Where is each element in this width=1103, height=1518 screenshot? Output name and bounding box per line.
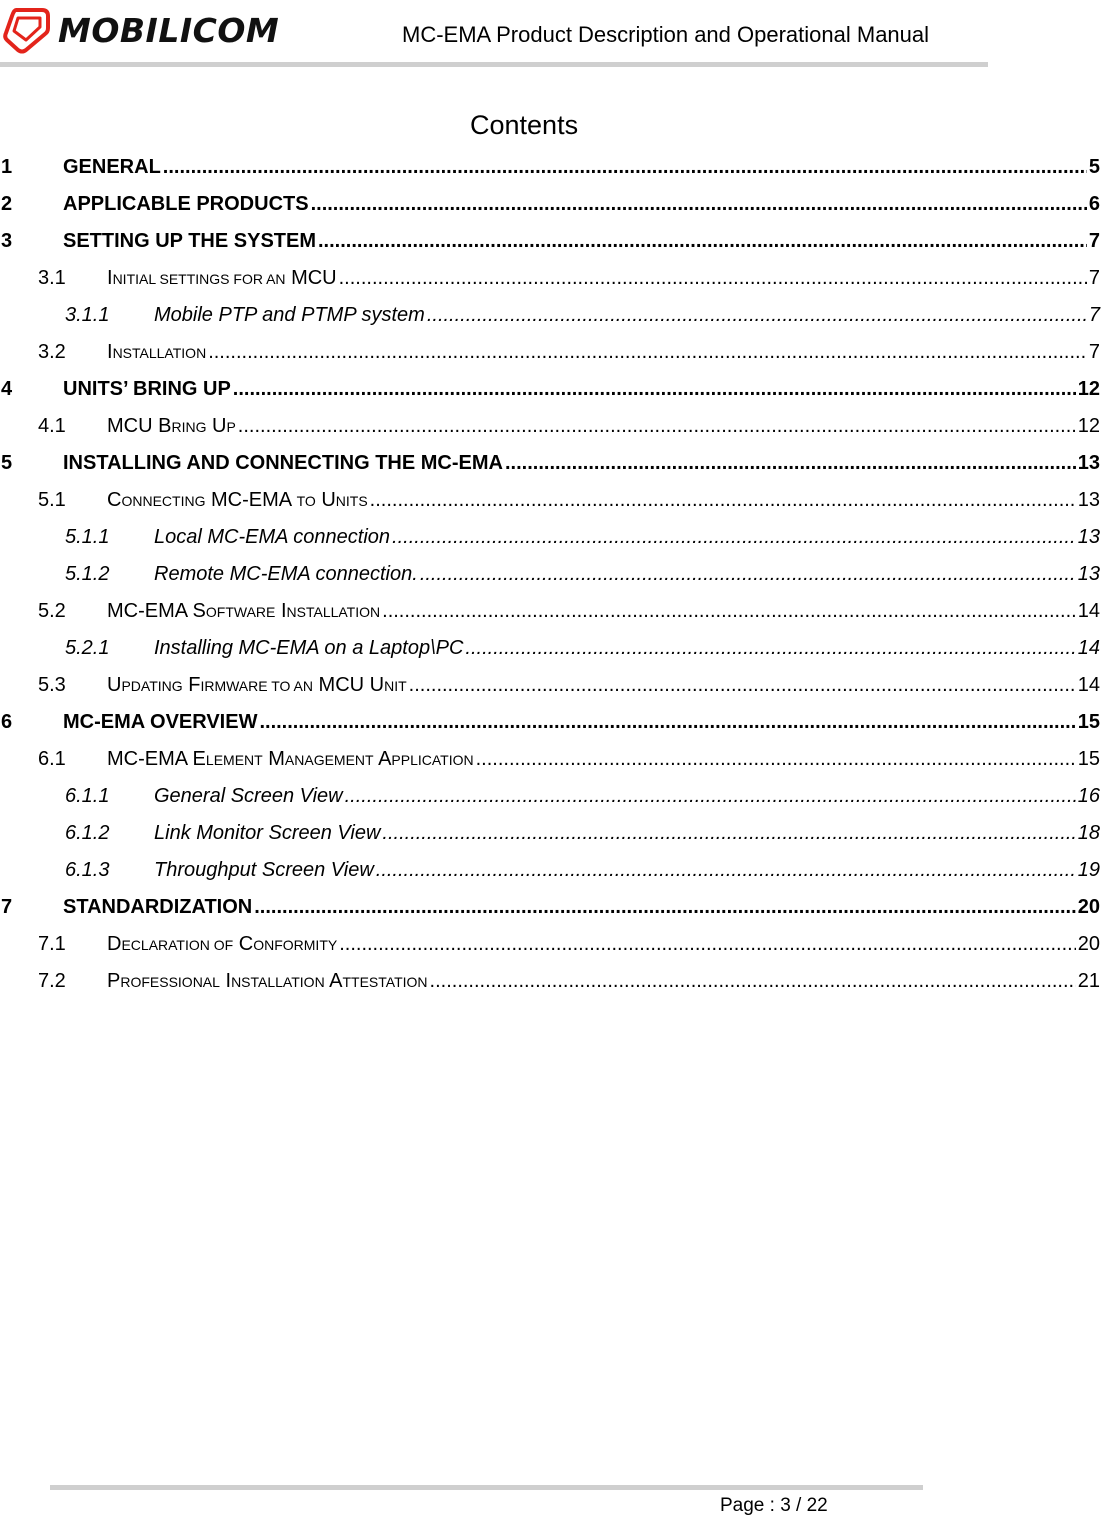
toc-entry-title bbox=[63, 156, 161, 179]
toc-entry[interactable] bbox=[0, 259, 1103, 296]
toc-entry[interactable] bbox=[0, 185, 1103, 222]
toc-entry-title-part: ANAGEMENT bbox=[284, 752, 374, 768]
toc-entry-title-part: Installing MC-EMA on a Laptop\PC bbox=[154, 637, 464, 659]
toc-entry-title-part: NSTALLATION bbox=[231, 974, 325, 990]
toc-entry-number: 6 bbox=[1, 711, 13, 733]
toc-entry-title-part: A bbox=[373, 748, 392, 770]
toc-entry-title-part: I bbox=[275, 600, 287, 622]
toc-entry-number: 5 bbox=[1, 452, 13, 474]
toc-entry-page: 7 bbox=[1088, 304, 1100, 326]
toc-entry-title-part: A bbox=[324, 970, 343, 992]
contents-heading: Contents bbox=[470, 110, 579, 140]
toc-entry-page: 5 bbox=[1088, 156, 1100, 178]
toc-entry-title bbox=[63, 230, 316, 253]
toc-entry-title-part: MC-EMA OVERVIEW bbox=[63, 711, 258, 733]
toc-entry-title-part: MCU bbox=[285, 267, 337, 289]
toc-entry-number: 5.2 bbox=[38, 600, 66, 622]
toc-entry[interactable] bbox=[0, 481, 1103, 518]
toc-entry-title-part: MCU B bbox=[107, 415, 172, 437]
toc-entry-title-part: C bbox=[107, 489, 122, 511]
toc-dot-leader bbox=[163, 156, 1087, 179]
toc-entry-title-part: PPLICATION bbox=[391, 752, 474, 768]
toc-entry-title-part: Remote MC-EMA connection. bbox=[154, 563, 418, 585]
toc-entry-number: 5.3 bbox=[38, 674, 66, 696]
toc-dot-leader bbox=[311, 193, 1087, 216]
brand-name: MOBILICOM bbox=[58, 10, 280, 50]
toc-entry-title bbox=[154, 822, 380, 845]
toc-entry[interactable] bbox=[0, 629, 1103, 666]
toc-entry-page: 7 bbox=[1088, 267, 1100, 289]
toc-entry-title-part: GENERAL bbox=[63, 156, 161, 178]
toc-entry-title bbox=[154, 859, 374, 882]
toc-entry-page: 13 bbox=[1077, 452, 1100, 474]
toc-entry-title-part: Mobile PTP and PTMP system bbox=[154, 304, 425, 326]
toc-dot-leader bbox=[259, 711, 1075, 734]
toc-dot-leader bbox=[430, 970, 1076, 993]
toc-entry-page: 13 bbox=[1077, 526, 1100, 548]
toc-entry-title bbox=[63, 896, 252, 919]
toc-entry-number: 3.2 bbox=[38, 341, 66, 363]
toc-entry-title-part: IRMWARE TO AN bbox=[200, 678, 313, 694]
toc-entry-page: 13 bbox=[1077, 489, 1100, 511]
toc-entry-title bbox=[154, 526, 390, 549]
toc-entry-title bbox=[107, 933, 337, 956]
toc-entry[interactable] bbox=[0, 444, 1103, 481]
mobilicom-logo bbox=[2, 4, 279, 56]
toc-entry-title-part: INSTALLING AND CONNECTING THE MC-EMA bbox=[63, 452, 503, 474]
toc-entry[interactable] bbox=[0, 592, 1103, 629]
toc-entry-title-part: F bbox=[182, 674, 201, 696]
toc-entry[interactable] bbox=[0, 851, 1103, 888]
toc-entry-title-part: M bbox=[262, 748, 285, 770]
toc-entry-title bbox=[154, 637, 463, 660]
header-divider bbox=[0, 62, 988, 67]
toc-entry-number: 4 bbox=[1, 378, 13, 400]
toc-entry-title bbox=[107, 267, 337, 290]
toc-entry-number: 7.2 bbox=[38, 970, 66, 992]
toc-entry[interactable] bbox=[0, 407, 1103, 444]
toc-entry-title bbox=[63, 193, 309, 216]
toc-entry-title-part: Throughput Screen View bbox=[154, 859, 374, 881]
toc-dot-leader bbox=[233, 378, 1076, 401]
toc-entry-title-part: I bbox=[107, 341, 113, 363]
toc-entry[interactable] bbox=[0, 888, 1103, 925]
toc-entry-page: 15 bbox=[1077, 711, 1100, 733]
toc-entry-title-part: UNITS’ BRING UP bbox=[63, 378, 231, 400]
toc-entry-title-part: MC-EMA E bbox=[107, 748, 206, 770]
toc-entry-title-part: ONNECTING bbox=[121, 493, 206, 509]
toc-dot-leader bbox=[382, 600, 1076, 623]
toc-entry-title bbox=[107, 415, 236, 438]
toc-dot-leader bbox=[254, 896, 1076, 919]
toc-dot-leader bbox=[476, 748, 1076, 771]
toc-entry-title-part: P bbox=[107, 970, 121, 992]
toc-entry-page: 14 bbox=[1077, 637, 1100, 659]
toc-entry-page: 13 bbox=[1077, 563, 1100, 585]
toc-dot-leader bbox=[208, 341, 1087, 364]
toc-entry[interactable] bbox=[0, 370, 1103, 407]
toc-entry-title-part: RING bbox=[171, 419, 207, 435]
toc-entry-number: 3.1 bbox=[38, 267, 66, 289]
toc-entry-number: 5.1 bbox=[38, 489, 66, 511]
toc-dot-leader bbox=[420, 563, 1076, 586]
toc-entry-title-part: U bbox=[315, 489, 336, 511]
toc-entry-page: 15 bbox=[1077, 748, 1100, 770]
toc-dot-leader bbox=[465, 637, 1075, 660]
toc-entry-number: 5.2.1 bbox=[65, 637, 110, 659]
toc-entry-number: 3.1.1 bbox=[65, 304, 110, 326]
toc-entry-title-part: SETTING UP THE SYSTEM bbox=[63, 230, 316, 252]
toc-entry-title bbox=[154, 785, 343, 808]
toc-entry-title bbox=[107, 748, 474, 771]
toc-entry-title bbox=[63, 452, 503, 475]
toc-entry[interactable] bbox=[0, 666, 1103, 703]
toc-entry-title-part: P bbox=[226, 419, 236, 435]
toc-entry[interactable] bbox=[0, 333, 1103, 370]
toc-entry-title-part: NIT bbox=[384, 678, 407, 694]
toc-entry-number: 2 bbox=[1, 193, 13, 215]
toc-entry-title-part: NSTALLATION bbox=[286, 604, 381, 620]
toc-entry[interactable] bbox=[0, 222, 1103, 259]
toc-entry-title-part: ECLARATION OF bbox=[121, 937, 234, 953]
toc-entry-title-part: TTESTATION bbox=[342, 974, 428, 990]
toc-entry-page: 12 bbox=[1077, 378, 1100, 400]
toc-entry-title bbox=[107, 970, 428, 993]
toc-dot-leader bbox=[382, 822, 1075, 845]
page-number: Page : 3 / 22 bbox=[720, 1495, 828, 1516]
toc-entry-page: 20 bbox=[1077, 933, 1100, 955]
toc-dot-leader bbox=[238, 415, 1076, 438]
toc-entry-title-part: NSTALLATION bbox=[112, 345, 207, 361]
toc-entry-title-part: ONFORMITY bbox=[253, 937, 338, 953]
toc-entry-page: 19 bbox=[1077, 859, 1100, 881]
toc-entry-number: 6.1 bbox=[38, 748, 66, 770]
toc-entry-title bbox=[107, 489, 368, 512]
toc-entry-number: 5.1.2 bbox=[65, 563, 110, 585]
toc-entry[interactable] bbox=[0, 962, 1103, 999]
toc-entry-title-part: C bbox=[233, 933, 254, 955]
toc-dot-leader bbox=[339, 267, 1087, 290]
toc-entry-number: 4.1 bbox=[38, 415, 66, 437]
toc-dot-leader bbox=[376, 859, 1076, 882]
toc-entry-page: 20 bbox=[1077, 896, 1100, 918]
toc-dot-leader bbox=[505, 452, 1076, 475]
toc-entry-title-part: STANDARDIZATION bbox=[63, 896, 253, 918]
toc-entry-title bbox=[154, 563, 418, 586]
toc-entry-number: 3 bbox=[1, 230, 13, 252]
mobilicom-logo-icon bbox=[2, 6, 52, 54]
toc-entry[interactable] bbox=[0, 925, 1103, 962]
toc-entry[interactable] bbox=[0, 518, 1103, 555]
toc-entry-page: 21 bbox=[1077, 970, 1100, 992]
toc-entry[interactable] bbox=[0, 777, 1103, 814]
toc-entry[interactable] bbox=[0, 740, 1103, 777]
toc-entry-number: 7 bbox=[1, 896, 13, 918]
toc-entry-title-part: MC-EMA bbox=[205, 489, 297, 511]
toc-entry-title-part: NITIAL SETTINGS FOR AN bbox=[112, 271, 286, 287]
toc-entry-title-part: Link Monitor Screen View bbox=[154, 822, 381, 844]
toc-entry-page: 14 bbox=[1077, 674, 1100, 696]
toc-entry-title-part: PDATING bbox=[121, 678, 183, 694]
toc-entry-number: 6.1.2 bbox=[65, 822, 110, 844]
toc-entry-title bbox=[107, 600, 380, 623]
toc-entry-page: 7 bbox=[1088, 341, 1100, 363]
toc-entry-title-part: TO bbox=[296, 493, 316, 509]
toc-entry-number: 7.1 bbox=[38, 933, 66, 955]
toc-entry-title-part: I bbox=[219, 970, 232, 992]
toc-entry[interactable] bbox=[0, 148, 1103, 185]
toc-entry-number: 1 bbox=[1, 156, 13, 178]
toc-entry[interactable] bbox=[0, 555, 1103, 592]
toc-entry-title-part: LEMENT bbox=[205, 752, 263, 768]
toc-entry-page: 16 bbox=[1077, 785, 1100, 807]
toc-entry-title-part: General Screen View bbox=[154, 785, 343, 807]
toc-entry-title-part: U bbox=[107, 674, 122, 696]
toc-entry-title-part: Local MC-EMA connection bbox=[154, 526, 391, 548]
toc-entry-title-part: D bbox=[107, 933, 122, 955]
toc-entry-title-part: OFTWARE bbox=[205, 604, 276, 620]
toc-dot-leader bbox=[318, 230, 1087, 253]
toc-entry-page: 6 bbox=[1088, 193, 1100, 215]
toc-dot-leader bbox=[370, 489, 1076, 512]
toc-entry-title bbox=[63, 378, 231, 401]
toc-entry-number: 5.1.1 bbox=[65, 526, 110, 548]
document-title: MC-EMA Product Description and Operational Manual bbox=[402, 22, 930, 47]
toc-entry-title-part: APPLICABLE PRODUCTS bbox=[63, 193, 309, 215]
toc-entry-page: 12 bbox=[1077, 415, 1100, 437]
toc-entry-title bbox=[154, 304, 425, 327]
footer-divider bbox=[50, 1485, 923, 1490]
toc-entry-title-part: MC-EMA S bbox=[107, 600, 206, 622]
toc-entry-title bbox=[107, 674, 407, 697]
toc-entry-title-part: NITS bbox=[335, 493, 368, 509]
toc-entry-number: 6.1.3 bbox=[65, 859, 110, 881]
toc-entry-page: 14 bbox=[1077, 600, 1100, 622]
toc-entry-title bbox=[107, 341, 206, 364]
toc-entry[interactable] bbox=[0, 296, 1103, 333]
toc-dot-leader bbox=[409, 674, 1076, 697]
toc-entry[interactable] bbox=[0, 703, 1103, 740]
toc-entry-title-part: I bbox=[107, 267, 113, 289]
toc-entry-number: 6.1.1 bbox=[65, 785, 110, 807]
table-of-contents bbox=[0, 148, 1103, 999]
toc-dot-leader bbox=[392, 526, 1076, 549]
toc-entry-title-part: U bbox=[206, 415, 227, 437]
toc-entry[interactable] bbox=[0, 814, 1103, 851]
toc-dot-leader bbox=[345, 785, 1076, 808]
toc-entry-title-part: ROFESSIONAL bbox=[120, 974, 220, 990]
toc-dot-leader bbox=[339, 933, 1076, 956]
toc-entry-title-part: MCU U bbox=[312, 674, 385, 696]
toc-dot-leader bbox=[427, 304, 1087, 327]
toc-entry-page: 7 bbox=[1088, 230, 1100, 252]
toc-entry-page: 18 bbox=[1077, 822, 1100, 844]
toc-entry-title bbox=[63, 711, 257, 734]
